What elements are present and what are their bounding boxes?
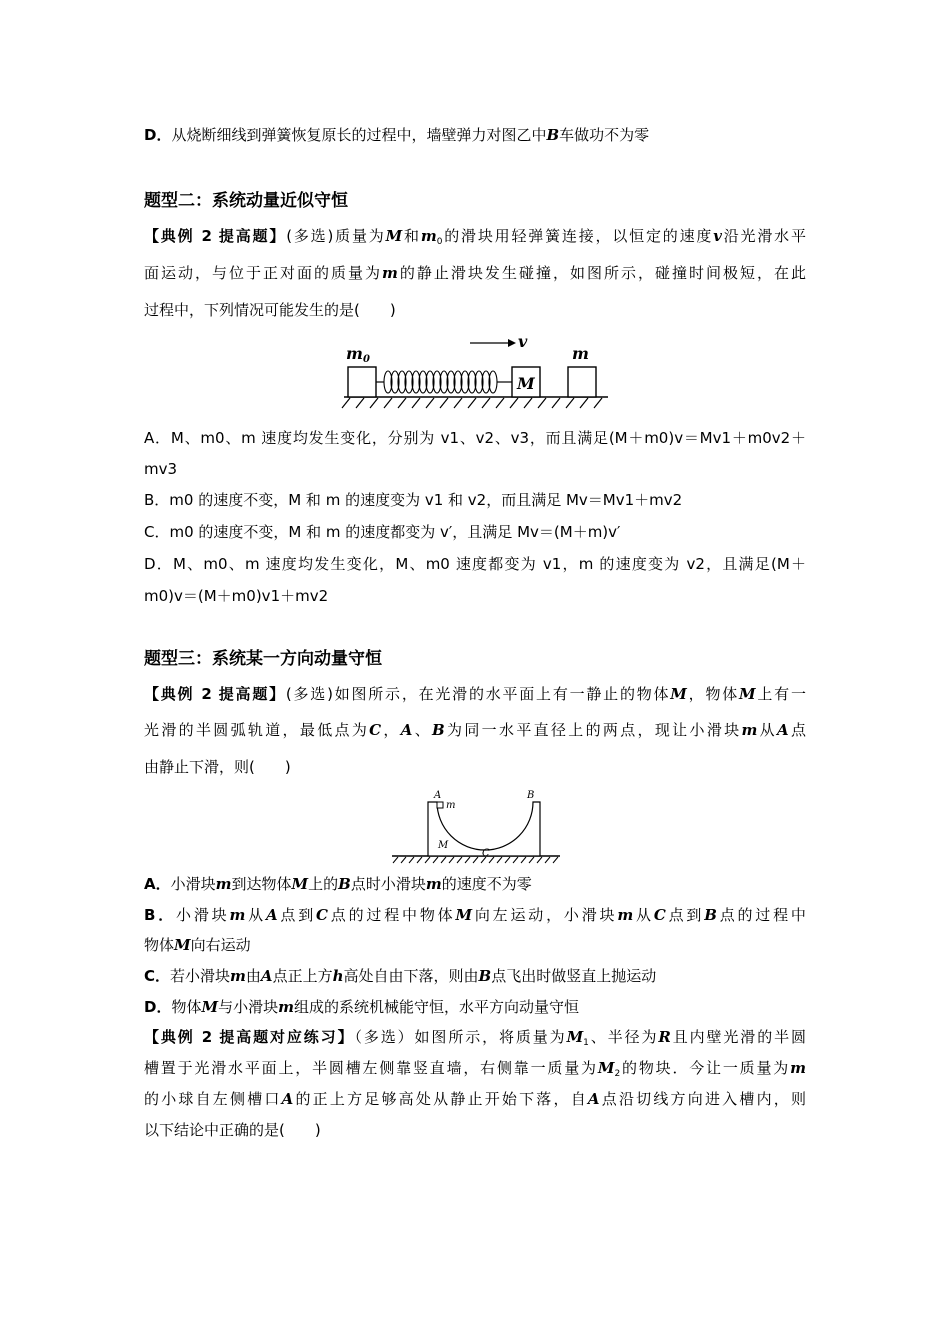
label-B: B: [527, 790, 535, 801]
practice-line3: 的小球自左侧槽口A的正上方足够高处从静止开始下落，自A点沿切线方向进入槽内，则: [144, 1090, 806, 1108]
block-m: [568, 367, 596, 397]
section3-option-b-line1: B．小滑块m从A点到C点的过程中物体M向左运动，小滑块m从C点到B点的过程中: [144, 906, 806, 924]
label-A: A: [434, 790, 442, 801]
section3-option-b-line2: 物体M向右运动: [144, 936, 251, 954]
slider-m: [437, 802, 443, 808]
section2-stem-line2: 面运动，与位于正对面的质量为m的静止滑块发生碰撞，如图所示，碰撞时间极短，在此: [144, 264, 806, 282]
section3-stem-line3: 由静止下滑，则( ): [144, 758, 291, 776]
section2-heading: 题型二：系统动量近似守恒: [144, 191, 348, 211]
section2-option-a-line1: A．M、m0、m 速度均发生变化，分别为 v1、v2、v3，而且满足(M＋m0)v＝Mv1＋m0v2＋: [144, 429, 806, 447]
section3-heading: 题型三：系统某一方向动量守恒: [144, 649, 382, 669]
section2-option-c: C．m0 的速度不变，M 和 m 的速度都变为 v′，且满足 Mv＝(M＋m)v′: [144, 523, 621, 541]
section2-stem-line3: 过程中，下列情况可能发生的是( ): [144, 301, 396, 319]
section2-option-d-line2: m0)v＝(M＋m0)v1＋mv2: [144, 587, 329, 605]
label-m0: m0: [346, 344, 370, 365]
label-v: v: [518, 332, 528, 351]
section3-stem-line2: 光滑的半圆弧轨道，最低点为C，A、B为同一水平直径上的两点，现让小滑块m从A点: [144, 721, 806, 739]
section2-option-b: B．m0 的速度不变，M 和 m 的速度变为 v1 和 v2，而且满足 Mv＝Mv1＋mv2: [144, 491, 683, 509]
label-m: m: [572, 344, 589, 363]
practice-line4: 以下结论中正确的是( ): [144, 1121, 321, 1139]
section3-option-d: D．物体M与小滑块m组成的系统机械能守恒，水平方向动量守恒: [144, 998, 579, 1016]
section2-stem-line1: 【典例 2 提高题】(多选)质量为M和$m_0$的滑块用轻弹簧连接，以恒定的速度v沿光滑水平: [144, 227, 806, 247]
label-slider-m: m: [446, 800, 456, 811]
label-C: C: [482, 848, 490, 859]
spring-collision-figure: [340, 332, 612, 414]
section2-option-a-line2: mv3: [144, 460, 178, 478]
section2-option-d-line1: D．M、m0、m 速度均发生变化，M、m0 速度都变为 v1，m 的速度变为 v2，且满足(M＋: [144, 555, 806, 573]
section3-option-a: A．小滑块m到达物体M上的B点时小滑块m的速度不为零: [144, 875, 532, 893]
block-m0: [348, 367, 376, 397]
prev-option-d: D．从烧断细线到弹簧恢复原长的过程中，墙壁弹力对图乙中B车做功不为零: [144, 126, 650, 144]
spring: [384, 371, 497, 393]
practice-line2: 槽置于光滑水平面上，半圆槽左侧靠竖直墙，右侧靠一质量为$M_2$的物块．今让一质量为m: [144, 1059, 806, 1079]
label-M: M: [438, 840, 449, 851]
practice-line1: 【典例 2 提高题对应练习】（多选）如图所示，将质量为$M_1$、半径为R且内壁光滑的半圆: [144, 1028, 806, 1048]
section3-option-c: C．若小滑块m由A点正上方h高处自由下落，则由B点飞出时做竖直上抛运动: [144, 967, 657, 985]
section3-stem-line1: 【典例 2 提高题】(多选)如图所示，在光滑的水平面上有一静止的物体M，物体M上有一: [144, 685, 806, 703]
label-M: M: [517, 374, 535, 393]
semicircle-track-figure: [390, 786, 562, 864]
